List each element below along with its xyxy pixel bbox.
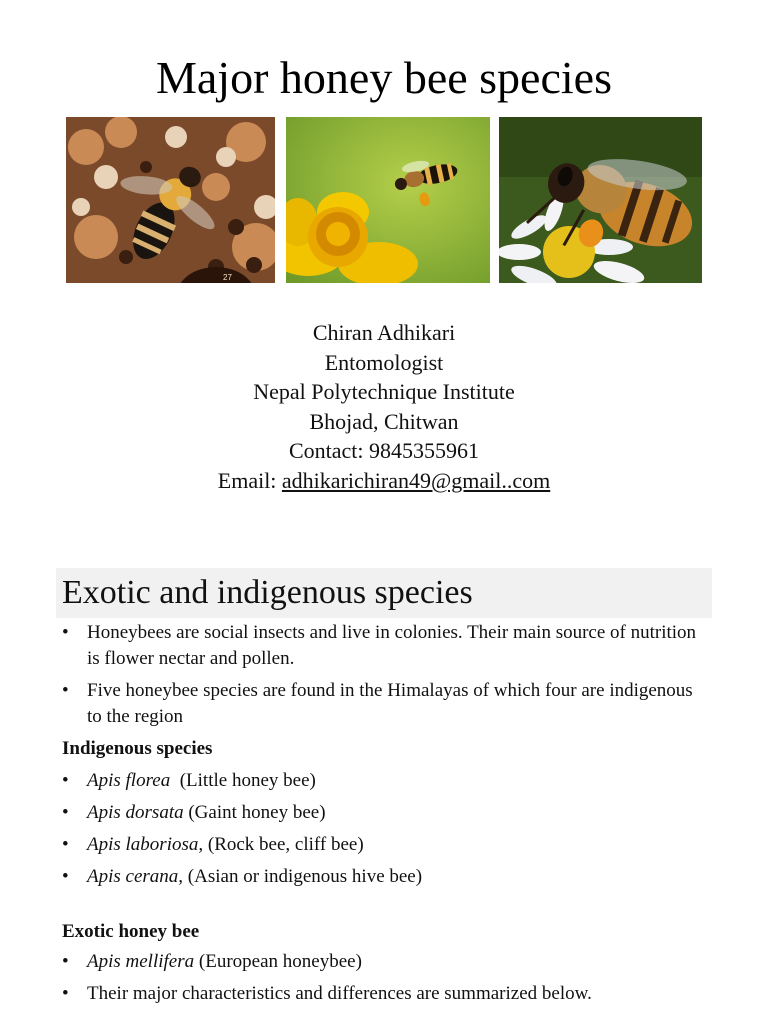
species-common: (Gaint honey bee)	[183, 802, 326, 823]
bullet-icon: •	[62, 983, 69, 1004]
photo-corner-label: 27	[223, 273, 232, 282]
intro-text: Honeybees are social insects and live in colonies. Their main source of nutrition is flower nectar and pollen.	[87, 622, 697, 669]
exotic-list	[62, 949, 712, 1007]
list-item	[62, 678, 712, 730]
author-institute: Nepal Polytechnique Institute	[253, 379, 515, 405]
list-item	[62, 864, 712, 890]
author-role: Entomologist	[324, 349, 444, 375]
species-latin: Apis florea	[87, 770, 171, 791]
list-item	[62, 800, 712, 826]
species-common: (Little honey bee)	[170, 770, 316, 791]
bullet-icon: •	[62, 622, 69, 643]
author-email-line	[0, 466, 768, 496]
author-location: Bhojad, Chitwan	[309, 408, 459, 434]
species-common: (Rock bee, cliff bee)	[203, 834, 364, 855]
author-contact: Contact: 9845355961	[288, 438, 480, 464]
species-latin: Apis dorsata	[87, 802, 184, 823]
bullet-icon: •	[62, 770, 69, 791]
intro-text: Five honeybee species are found in the Himalayas of which four are indigenous to the region	[87, 680, 693, 727]
species-common: (Asian or indigenous hive bee)	[183, 866, 423, 887]
author-name: Chiran Adhikari	[312, 320, 456, 345]
list-item	[62, 832, 712, 858]
species-latin: Apis cerana,	[87, 866, 184, 887]
list-item	[62, 981, 712, 1007]
bullet-icon: •	[62, 802, 69, 823]
email-label: Email:	[217, 467, 282, 493]
bullet-icon: •	[62, 866, 69, 887]
species-latin: Apis laboriosa,	[87, 834, 204, 855]
bullet-icon: •	[62, 834, 69, 855]
honeycomb-bee-photo	[66, 117, 275, 283]
indigenous-heading: Indigenous species	[62, 738, 213, 759]
flying-bee-flower-photo	[286, 117, 490, 283]
intro-list	[62, 620, 712, 730]
section-content	[62, 620, 712, 1013]
species-common: (European honeybee)	[194, 951, 362, 972]
spacer	[62, 896, 712, 919]
email-link[interactable]: adhikarichiran49@gmail..com	[281, 467, 551, 493]
section-heading: Exotic and indigenous species	[62, 574, 473, 611]
species-latin: Apis mellifera	[87, 951, 195, 972]
list-item	[62, 949, 712, 975]
indigenous-list	[62, 768, 712, 890]
bullet-icon: •	[62, 680, 69, 701]
bullet-icon: •	[62, 951, 69, 972]
author-block	[0, 318, 768, 496]
bee-on-daisy-photo	[499, 117, 702, 283]
page-title: Major honey bee species	[155, 52, 612, 103]
list-item	[62, 620, 712, 672]
summary-text: Their major characteristics and differences are summarized below.	[87, 983, 592, 1004]
list-item	[62, 768, 712, 794]
exotic-heading: Exotic honey bee	[62, 921, 200, 942]
